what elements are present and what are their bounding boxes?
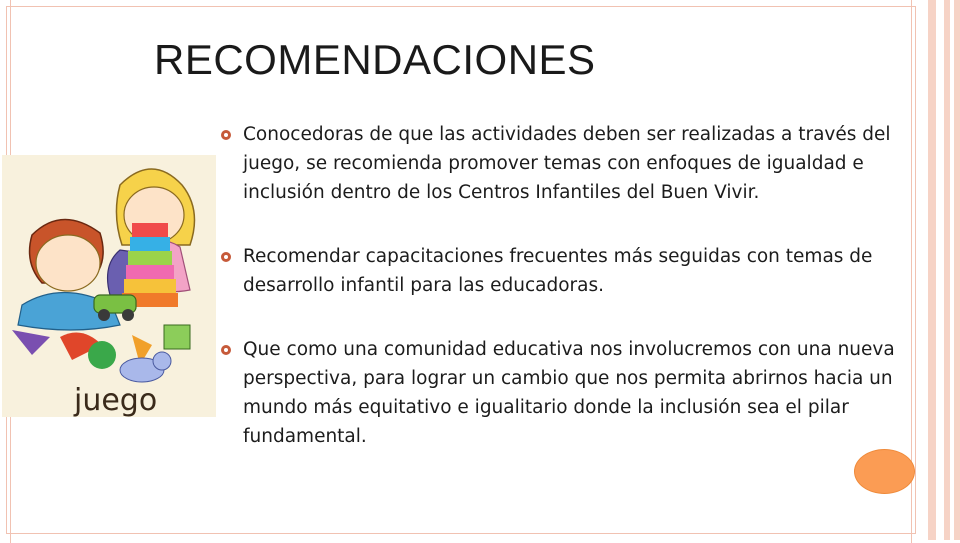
right-stripe — [944, 0, 950, 540]
right-stripe — [928, 0, 936, 540]
slide-title: RECOMENDACIONES — [154, 36, 596, 83]
recommendation-list — [220, 120, 910, 451]
right-stripe — [954, 0, 960, 540]
gear-bullet-icon — [220, 129, 232, 141]
children-playing-illustration — [2, 155, 216, 417]
illustration-caption: juego — [74, 383, 158, 417]
list-item-text: Recomendar capacitaciones frecuentes más seguidas con temas de desarrollo infantil para las educadoras. — [243, 246, 873, 296]
list-item — [220, 120, 910, 207]
list-item-text: Que como una comunidad educativa nos involucremos con una nueva perspectiva, para lograr un cambio que nos permita abrirnos hacia un mundo más equitativo e igualitario donde la inclusión sea el pilar fundamental. — [243, 339, 895, 447]
gear-bullet-icon — [220, 344, 232, 356]
list-item — [220, 335, 910, 451]
list-item-text: Conocedoras de que las actividades deben ser realizadas a través del juego, se recomienda promover temas con enfoques de igualdad e inclusión dentro de los Centros Infantiles del Buen Vivir. — [243, 124, 891, 203]
gear-bullet-icon — [220, 251, 232, 263]
orange-circle-decoration — [854, 449, 915, 494]
list-item — [220, 242, 910, 300]
